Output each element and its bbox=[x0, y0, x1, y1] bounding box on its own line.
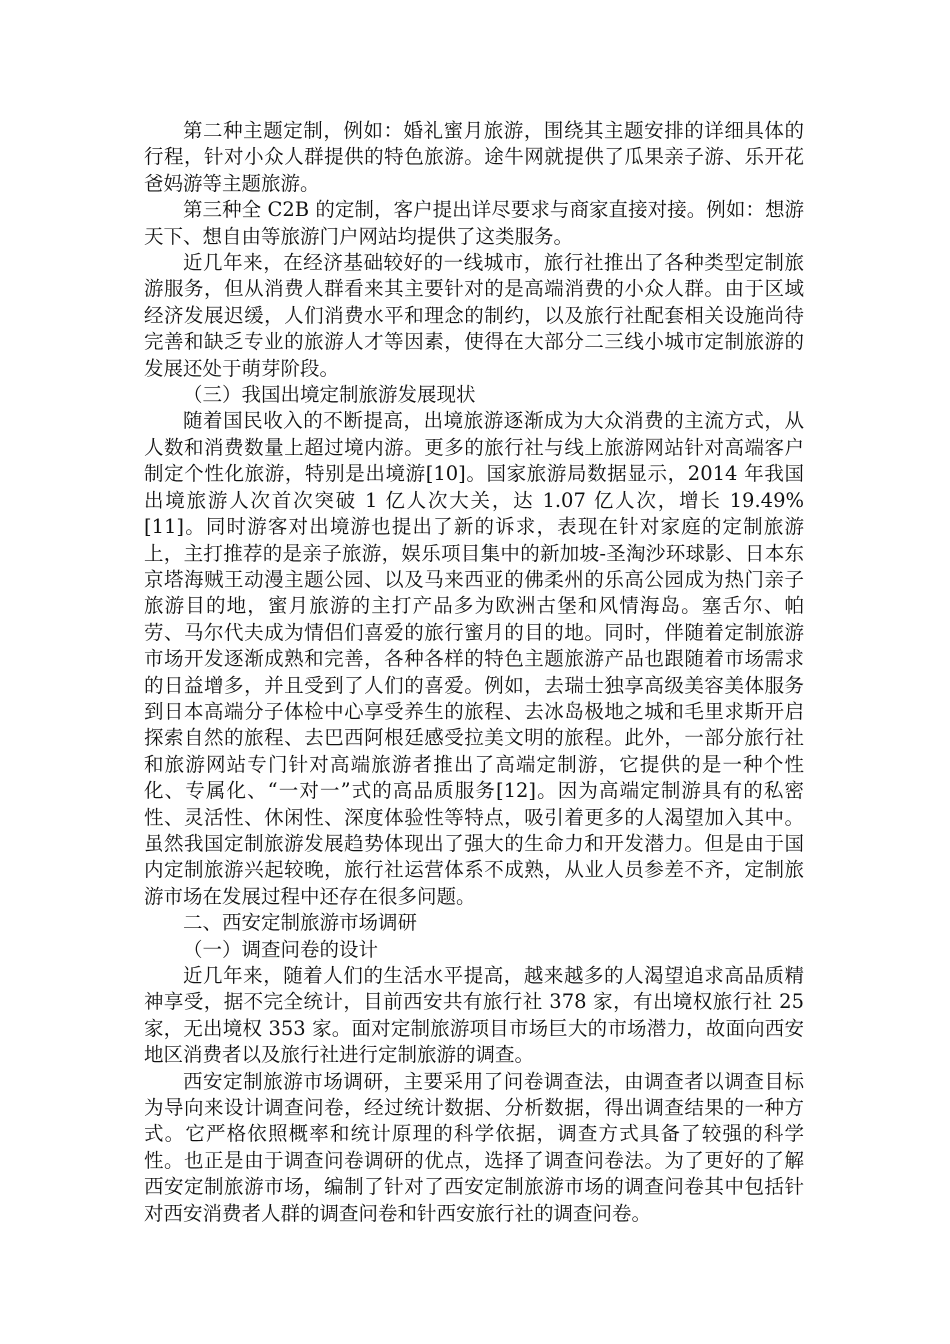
paragraph-theme-customization: 第二种主题定制，例如：婚礼蜜月旅游，围绕其主题安排的详细具体的行程，针对小众人群提供的特色旅游。途牛网就提供了瓜果亲子游、乐开花爸妈游等主题旅游。 bbox=[144, 119, 804, 195]
document-body bbox=[144, 118, 804, 1227]
paragraph-outbound-travel: 随着国民收入的不断提高，出境旅游逐渐成为大众消费的主流方式，从人数和消费数量上超过境内游。更多的旅行社与线上旅游网站针对高端客户制定个性化旅游，特别是出境游[10]。国家旅游局数据显示，2014 年我国出境旅游人次首次突破 1 亿人次大关，达 1.07 亿人次，增长 19.49%[11]。同时游客对出境游也提出了新的诉求，表现在针对家庭的定制旅游上，主打推荐的是亲子旅游，娱乐项目集中的新加坡-圣淘沙环球影、日本东京塔海贼王动漫主题公园、以及马来西亚的佛柔州的乐高公园成为热门亲子旅游目的地，蜜月旅游的主打产品多为欧洲古堡和风情海岛。塞舌尔、帕劳、马尔代夫成为情侣们喜爱的旅行蜜月的目的地。同时，伴随着定制旅游市场开发逐渐成熟和完善，各种各样的特色主题旅游产品也跟随着市场需求的日益增多，并且受到了人们的喜爱。例如，去瑞士独享高级美容美体服务到日本高端分子体检中心享受养生的旅程、去冰岛极地之城和毛里求斯开启探索自然的旅程、去巴西阿根廷感受拉美文明的旅程。此外，一部分旅行社和旅游网站专门针对高端旅游者推出了高端定制游，它提供的是一种个性化、专属化、“一对一”式的高品质服务[12]。因为高端定制游具有的私密性、灵活性、休闲性、深度体验性等特点，吸引着更多的人渴望加入其中。虽然我国定制旅游发展趋势体现出了强大的生命力和开发潜力。但是由于国内定制旅游兴起较晚，旅行社运营体系不成熟，从业人员参差不齐，定制旅游市场在发展过程中还存在很多问题。 bbox=[144, 409, 804, 908]
paragraph-xian-agencies: 近几年来，随着人们的生活水平提高，越来越多的人渴望追求高品质精神享受，据不完全统计，目前西安共有旅行社 378 家，有出境权旅行社 25 家，无出境权 353 家。面对定制旅游项目市场巨大的市场潜力，故面向西安地区消费者以及旅行社进行定制旅游的调查。 bbox=[144, 964, 804, 1067]
paragraph-survey-method: 西安定制旅游市场调研，主要采用了问卷调查法，由调查者以调查目标为导向来设计调查问卷，经过统计数据、分析数据，得出调查结果的一种方式。它严格依照概率和统计原理的科学依据，调查方式具备了较强的科学性。也正是由于调查问卷调研的优点，选择了调查问卷法。为了更好的了解西安定制旅游市场，编制了针对了西安定制旅游市场的调查问卷其中包括针对西安消费者人群的调查问卷和针西安旅行社的调查问卷。 bbox=[144, 1069, 804, 1225]
section-heading-questionnaire-design: （一）调查问卷的设计 bbox=[183, 937, 379, 961]
section-heading-xian-market-research: 二、西安定制旅游市场调研 bbox=[183, 911, 418, 935]
section-heading-outbound-status: （三）我国出境定制旅游发展现状 bbox=[183, 383, 476, 407]
paragraph-recent-years: 近几年来，在经济基础较好的一线城市，旅行社推出了各种类型定制旅游服务，但从消费人群看来其主要针对的是高端消费的小众人群。由于区域经济发展迟缓，人们消费水平和理念的制约，以及旅行社配套相关设施尚待完善和缺乏专业的旅游人才等因素，使得在大部分二三线小城市定制旅游的发展还处于萌芽阶段。 bbox=[144, 251, 804, 380]
paragraph-c2b-customization: 第三种全 C2B 的定制，客户提出详尽要求与商家直接对接。例如：想游天下、想自由等旅游门户网站均提供了这类服务。 bbox=[144, 198, 804, 248]
